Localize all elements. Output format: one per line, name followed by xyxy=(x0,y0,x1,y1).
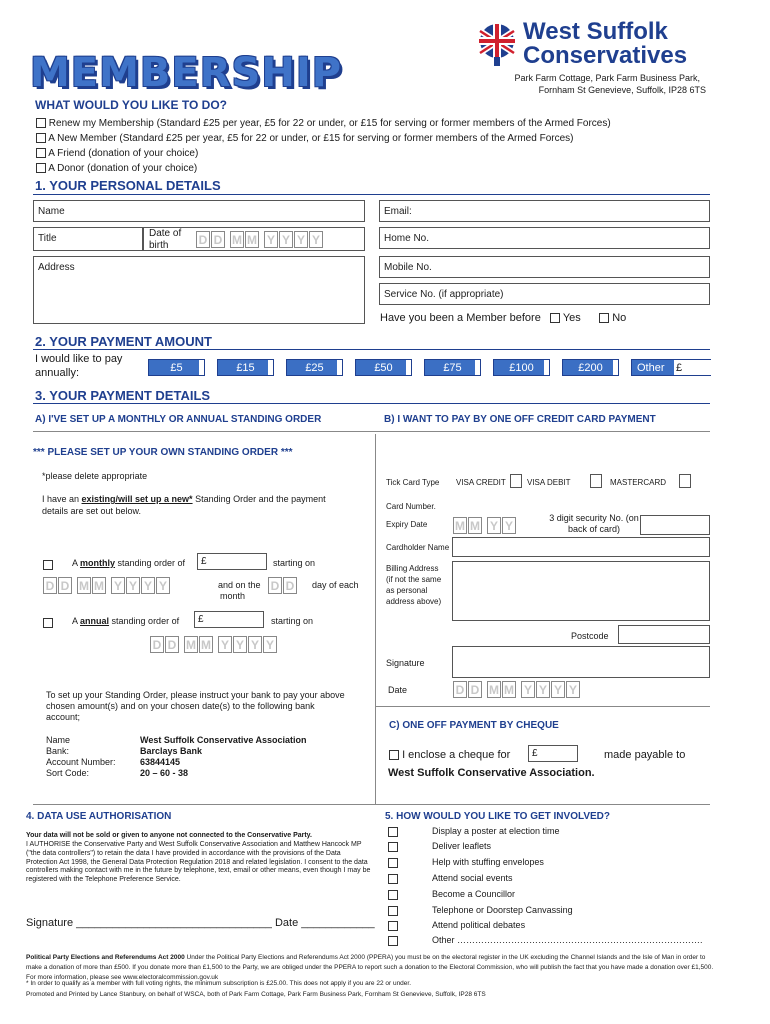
involved-poster xyxy=(388,826,560,837)
amount-label: £100 xyxy=(509,362,534,374)
amount-200-button[interactable] xyxy=(562,359,619,376)
member-no-checkbox[interactable] xyxy=(599,313,609,323)
payment-amount-heading: 2. YOUR PAYMENT AMOUNT xyxy=(35,334,212,349)
account-value: 63844145 xyxy=(140,757,181,767)
monthly-starting-on: starting on xyxy=(273,558,316,568)
option-new xyxy=(36,131,611,146)
envelopes-label: Help with stuffing envelopes xyxy=(432,857,544,867)
bank-name-value: West Suffolk Conservative Association xyxy=(140,735,307,745)
monthly-checkbox-wrap xyxy=(43,556,53,574)
security-label: 3 digit security No. (on back of card) xyxy=(549,513,639,534)
address-line-2: Fornham St Genevieve, Suffolk, IP28 6TS xyxy=(538,85,706,95)
option-new-label: A New Member (Standard £25 per year, £5 for 22 or under, or £15 for serving or former members of the Armed Forces) xyxy=(48,133,574,144)
involved-councillor xyxy=(388,889,515,900)
tick-card-label: Tick Card Type xyxy=(386,478,440,487)
payment-details-heading: 3. YOUR PAYMENT DETAILS xyxy=(35,388,211,403)
monthly-day[interactable]: D D xyxy=(268,577,298,595)
dob-digits: D D M M Y Y Y Y xyxy=(196,231,324,249)
member-yes-checkbox[interactable] xyxy=(550,313,560,323)
amount-5-button[interactable] xyxy=(148,359,205,376)
address-field[interactable] xyxy=(33,256,365,324)
involved-heading: 5. HOW WOULD YOU LIKE TO GET INVOLVED? xyxy=(385,811,611,822)
yes-label: Yes xyxy=(562,312,581,324)
account-label: Account Number: xyxy=(46,757,116,767)
other-label: Other xyxy=(637,362,665,374)
divider xyxy=(33,349,710,350)
donor-checkbox[interactable] xyxy=(36,163,46,173)
union-flag-tree-logo xyxy=(474,23,520,67)
envelopes-checkbox[interactable] xyxy=(388,858,398,868)
other-checkbox[interactable] xyxy=(388,936,398,946)
mastercard-label: MASTERCARD xyxy=(610,478,667,487)
visa-credit-label: VISA CREDIT xyxy=(456,478,506,487)
poster-label: Display a poster at election time xyxy=(432,826,560,836)
involved-envelopes xyxy=(388,857,544,868)
payee-label: West Suffolk Conservative Association. xyxy=(388,767,595,779)
service-label: Service No. (if appropriate) xyxy=(384,289,504,300)
divider xyxy=(33,431,710,432)
new-member-checkbox[interactable] xyxy=(36,133,46,143)
mobile-label: Mobile No. xyxy=(384,262,432,273)
data-use-signature-line[interactable]: Signature ________________________________ Date ____________ xyxy=(26,917,375,929)
personal-heading: 1. YOUR PERSONAL DETAILS xyxy=(35,178,221,193)
member-before-label: Have you been a Member before xyxy=(380,312,541,324)
sort-code-label: Sort Code: xyxy=(46,768,90,778)
option-donor xyxy=(36,161,611,176)
sort-code-value: 20 – 60 - 38 xyxy=(140,768,189,778)
option-renew-label: Renew my Membership (Standard £25 per year, £5 for 22 or under, or £15 for serving or former members of the Armed Forces) xyxy=(48,118,611,129)
signature-label: Signature xyxy=(386,658,425,668)
other-input[interactable]: £ xyxy=(674,360,711,375)
postcode-field[interactable] xyxy=(618,625,710,644)
billing-address-field[interactable] xyxy=(452,561,710,621)
annual-amount-field[interactable] xyxy=(194,611,264,628)
title-field[interactable] xyxy=(33,227,143,251)
visa-credit-checkbox[interactable] xyxy=(510,474,522,488)
service-number-field[interactable] xyxy=(379,283,710,305)
amount-50-button[interactable] xyxy=(355,359,412,376)
monthly-amount-field[interactable] xyxy=(197,553,267,570)
councillor-label: Become a Councillor xyxy=(432,889,516,899)
so-instructions: To set up your Standing Order, please instruct your bank to pay your above chosen amount(s) and on your chosen date(s) to the following bank account; xyxy=(46,690,345,722)
data-use-bold: Your data will not be sold or given to anyone not connected to the Conservative Party. xyxy=(26,832,313,839)
amount-75-button[interactable] xyxy=(424,359,481,376)
data-use-heading: 4. DATA USE AUTHORISATION xyxy=(26,811,172,822)
pound-sign: £ xyxy=(532,748,538,759)
name-label: Name xyxy=(38,206,65,217)
amount-label: £15 xyxy=(236,362,255,374)
debates-label: Attend political debates xyxy=(432,920,526,930)
other-label: Other ………………………………………………………………………. xyxy=(432,935,703,945)
canvassing-label: Telephone or Doorstep Canvassing xyxy=(432,905,573,915)
cheque-label: I enclose a cheque for xyxy=(402,749,511,761)
amount-25-button[interactable] xyxy=(286,359,343,376)
mastercard-checkbox[interactable] xyxy=(679,474,691,488)
what-heading: WHAT WOULD YOU LIKE TO DO? xyxy=(35,98,227,112)
bank-labels xyxy=(46,735,116,779)
month-label: month xyxy=(220,591,246,601)
leaflets-label: Deliver leaflets xyxy=(432,841,492,851)
divider xyxy=(33,194,710,195)
bank-value: Barclays Bank xyxy=(140,746,203,756)
social-checkbox[interactable] xyxy=(388,874,398,884)
cheque-row xyxy=(389,749,510,761)
involved-other xyxy=(388,935,703,946)
card-number-label: Card Number. xyxy=(386,502,436,511)
cardholder-label: Cardholder Name xyxy=(386,543,450,552)
councillor-checkbox[interactable] xyxy=(388,890,398,900)
what-options xyxy=(36,116,611,176)
canvassing-checkbox[interactable] xyxy=(388,906,398,916)
ppera-notice: Political Party Elections and Referendums Act 2000 Under the Political Party Elections and Referendums Act 2000 (PPERA) you must be on the electoral register in the UK excluding the Channel Islands and the Isle of Man in order to make a donation of more than £500. If you donate more than £1,500 to the Party, we are obliged under the PPERA to report such a donation to the Electoral Commission, who will publish the fact that you have made a donation over £1,500. For more information, please see www.electoralcommission.gov.uk xyxy=(26,954,714,981)
debates-checkbox[interactable] xyxy=(388,921,398,931)
card-date-label: Date xyxy=(388,685,408,695)
visa-debit-label: VISA DEBIT xyxy=(527,478,571,487)
social-label: Attend social events xyxy=(432,873,513,883)
bank-name-label: Name xyxy=(46,735,71,745)
option-renew xyxy=(36,116,611,131)
monthly-checkbox[interactable] xyxy=(43,560,53,570)
involved-social xyxy=(388,873,513,884)
bank-values xyxy=(140,735,307,779)
amount-label: £200 xyxy=(578,362,603,374)
delete-note: *please delete appropriate xyxy=(42,471,148,481)
security-field[interactable] xyxy=(640,515,710,535)
home-label: Home No. xyxy=(384,233,430,244)
annual-start-date[interactable]: D D M M Y Y Y Y xyxy=(150,636,278,654)
dob-field[interactable] xyxy=(143,227,365,251)
card-signature-field[interactable] xyxy=(452,646,710,678)
amount-label: £25 xyxy=(305,362,324,374)
annual-label: A annual standing order of xyxy=(72,616,180,626)
title-label: Title xyxy=(38,233,57,244)
monthly-start-date[interactable]: D D M M Y Y Y Y xyxy=(43,577,171,595)
made-payable-label: made payable to xyxy=(604,749,686,761)
option-donor-label: A Donor (donation of your choice) xyxy=(48,163,198,174)
divider xyxy=(33,403,710,404)
cardholder-field[interactable] xyxy=(452,537,710,557)
email-label: Email: xyxy=(384,206,412,217)
member-before-row xyxy=(380,312,626,324)
cheque-checkbox[interactable] xyxy=(389,750,399,760)
pound-sign: £ xyxy=(198,614,204,625)
divider xyxy=(376,706,710,707)
address-line-1: Park Farm Cottage, Park Farm Business Park, xyxy=(514,73,700,83)
amount-label: £50 xyxy=(374,362,393,374)
so-banner: *** PLEASE SET UP YOUR OWN STANDING ORDER *** xyxy=(33,447,293,458)
annual-checkbox-wrap xyxy=(43,614,53,632)
involved-debates xyxy=(388,920,525,931)
involved-leaflets xyxy=(388,841,491,852)
bank-label: Bank: xyxy=(46,746,70,756)
footer-note: * In order to qualify as a member with full voting rights, the minimum subscription is £25.00. This does not apply if you are 22 or under. xyxy=(26,980,412,987)
billing-label: Billing Address (if not the same as personal address above) xyxy=(386,564,442,606)
cheque-heading: C) ONE OFF PAYMENT BY CHEQUE xyxy=(389,720,559,731)
amount-label: £75 xyxy=(443,362,462,374)
name-field[interactable] xyxy=(33,200,365,222)
address-label: Address xyxy=(38,262,75,273)
annual-starting-on: starting on xyxy=(271,616,314,626)
home-phone-field[interactable] xyxy=(379,227,710,249)
data-use-body: I AUTHORISE the Conservative Party and West Suffolk Conservative Association and Matthew Hancock MP ("the data controllers") to retain the data I have provided in accordance with the provisions of the Data Protection Act 1998, the General Data Protection Regulation 2018 and related legislation. I consent to the data controllers making contact with me in the future by telephone, text, email or other means, even though I may be registered with the Telephone Preference Service. xyxy=(26,841,371,883)
existing-statement: I have an existing/will set up a new* Standing Order and the payment details are set out below. xyxy=(42,494,326,516)
email-field[interactable] xyxy=(379,200,710,222)
amount-label: £5 xyxy=(170,362,183,374)
pay-lead: I would like to pay annually: xyxy=(35,353,123,379)
divider xyxy=(33,804,710,805)
no-label: No xyxy=(612,312,627,324)
annual-checkbox[interactable] xyxy=(43,618,53,628)
option-friend xyxy=(36,146,611,161)
org-name-line2: Conservatives xyxy=(523,42,688,69)
footer-promoted: Promoted and Printed by Lance Stanbury, on behalf of WSCA, both of Park Farm Cottage, Park Farm Business Park, Fornham St Genevieve, Suffolk, IP28 6TS xyxy=(26,991,486,998)
postcode-label: Postcode xyxy=(571,631,609,641)
pound-sign: £ xyxy=(201,556,207,567)
visa-debit-checkbox[interactable] xyxy=(590,474,602,488)
expiry-date[interactable]: M M Y Y xyxy=(453,517,517,535)
card-date[interactable]: D D M M Y Y Y Y xyxy=(453,681,581,699)
friend-checkbox[interactable] xyxy=(36,148,46,158)
standing-order-heading: A) I'VE SET UP A MONTHLY OR ANNUAL STANDING ORDER xyxy=(35,414,322,425)
amount-100-button[interactable] xyxy=(493,359,550,376)
option-friend-label: A Friend (donation of your choice) xyxy=(48,148,199,159)
poster-checkbox[interactable] xyxy=(388,827,398,837)
cheque-amount-field[interactable] xyxy=(528,745,578,762)
mobile-field[interactable] xyxy=(379,256,710,278)
dob-label: Date of birth xyxy=(149,228,182,251)
monthly-label: A monthly standing order of xyxy=(72,558,186,568)
leaflets-checkbox[interactable] xyxy=(388,842,398,852)
and-on-the-label: and on the xyxy=(218,580,261,590)
amount-15-button[interactable] xyxy=(217,359,274,376)
page-title: MEMBERSHIP xyxy=(30,50,343,96)
expiry-label: Expiry Date xyxy=(386,520,428,529)
involved-canvassing xyxy=(388,905,573,916)
vertical-divider xyxy=(375,434,376,804)
credit-card-heading: B) I WANT TO PAY BY ONE OFF CREDIT CARD PAYMENT xyxy=(384,414,656,425)
org-name-line1: West Suffolk xyxy=(523,18,668,45)
renew-checkbox[interactable] xyxy=(36,118,46,128)
day-of-each-label: day of each xyxy=(312,580,359,590)
amount-other-field[interactable] xyxy=(631,359,711,376)
